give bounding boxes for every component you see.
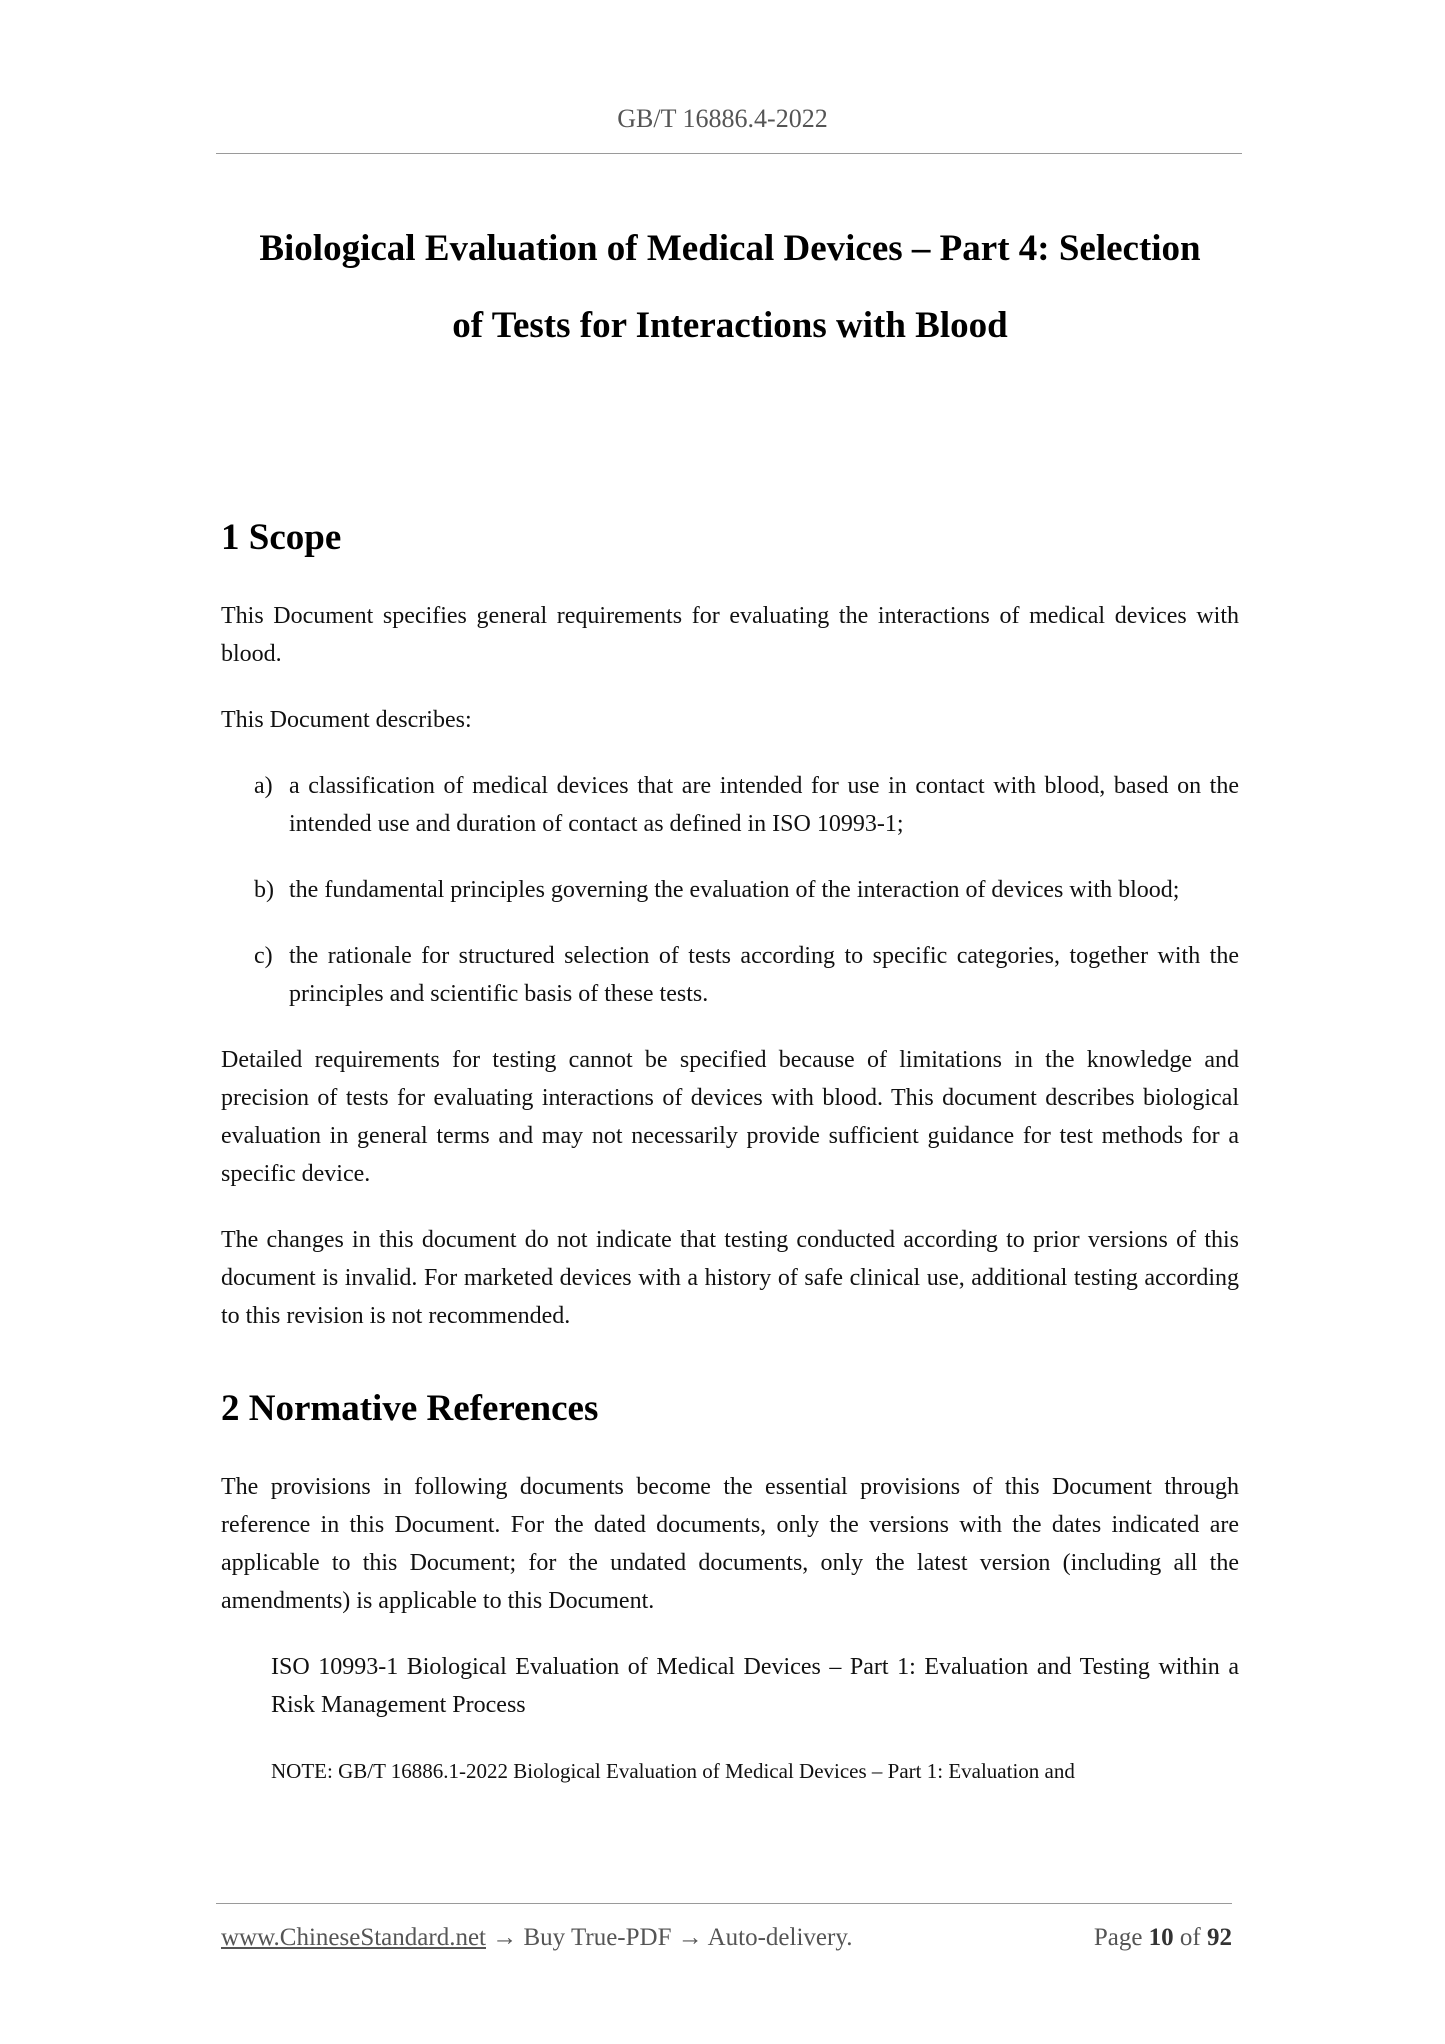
list-item-a	[221, 767, 1239, 843]
reference-note: NOTE: GB/T 16886.1-2022 Biological Evaluation of Medical Devices – Part 1: Evaluation and	[271, 1759, 1075, 1783]
footer-promo-text: → Buy True-PDF → Auto-delivery.	[486, 1924, 853, 1951]
section1-paragraph1: This Document specifies general requirements for evaluating the interactions of medical devices with blood.	[221, 603, 1239, 667]
page-header	[0, 104, 1445, 134]
document-title-line1: Biological Evaluation of Medical Devices – Part 4: Selection	[259, 228, 1201, 269]
document-title-line2: of Tests for Interactions with Blood	[452, 305, 1008, 346]
page-total: 92	[1207, 1924, 1232, 1951]
footer-divider	[216, 1903, 1232, 1904]
list-marker-b: b)	[254, 877, 274, 903]
standard-code: GB/T 16886.4-2022	[617, 104, 828, 133]
page-current: 10	[1148, 1924, 1174, 1951]
page-of-label: of	[1179, 1924, 1201, 1951]
list-text-a: a classification of medical devices that are intended for use in contact with blood, based on the intended use and duration of contact as defined in ISO 10993-1;	[289, 773, 1239, 837]
list-marker-c: c)	[254, 943, 273, 969]
list-text-b: the fundamental principles governing the evaluation of the interaction of devices with blood;	[289, 877, 1180, 903]
list-marker-a: a)	[254, 773, 273, 799]
section2-heading: 2 Normative References	[221, 1388, 599, 1429]
section1-paragraph3: Detailed requirements for testing cannot be specified because of limitations in the knowledge and precision of tests for evaluating interactions of devices with blood. This document describes biological evaluation in general terms and may not necessarily provide sufficient guidance for test methods for a specific device.	[221, 1047, 1239, 1187]
section1-heading: 1 Scope	[221, 517, 342, 558]
footer-left	[221, 1924, 852, 1951]
section1-paragraph2: This Document describes:	[221, 707, 472, 733]
document-title	[221, 210, 1239, 364]
header-divider	[216, 153, 1242, 154]
chinesestandard-link[interactable]: www.ChineseStandard.net	[221, 1924, 486, 1951]
page-number	[1094, 1924, 1232, 1952]
list-item-b	[221, 871, 1239, 909]
list-text-c: the rationale for structured selection of tests according to specific categories, together with the principles and scientific basis of these tests.	[289, 943, 1239, 1007]
section1-paragraph4: The changes in this document do not indicate that testing conducted according to prior versions of this document is invalid. For marketed devices with a history of safe clinical use, additional testing according to this revision is not recommended.	[221, 1227, 1239, 1329]
section2-paragraph1: The provisions in following documents become the essential provisions of this Document through reference in this Document. For the dated documents, only the versions with the dates indicated are applicable to this Document; for the undated documents, only the latest version (including all the amendments) is applicable to this Document.	[221, 1474, 1239, 1614]
page-footer	[221, 1924, 1232, 1952]
page-label: Page	[1093, 1924, 1143, 1951]
page-content	[221, 210, 1239, 1790]
normative-reference-iso-10993-1: ISO 10993-1 Biological Evaluation of Medical Devices – Part 1: Evaluation and Testing within a Risk Management Process	[271, 1654, 1239, 1718]
list-item-c	[221, 937, 1239, 1013]
